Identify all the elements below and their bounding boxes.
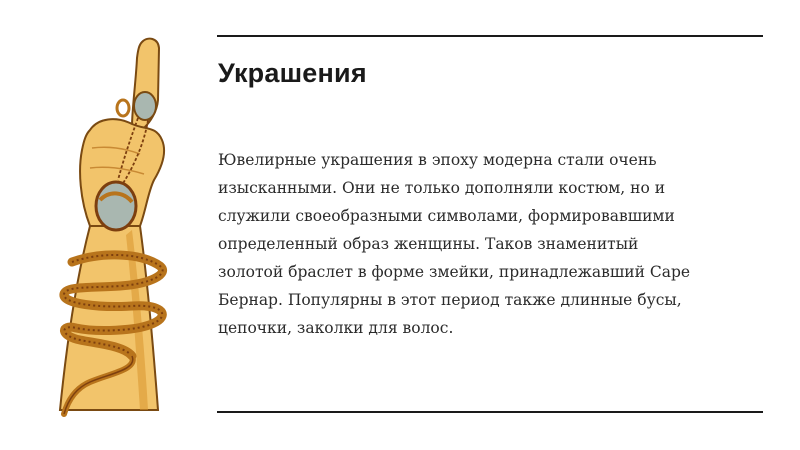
slide-body-text: Ювелирные украшения в эпоху модерна стали очень изысканными. Они не только дополняли костюм, но и служили своеобразными символами, формировавшими определенный образ женщины. Таков знаменитый золотой браслет в форме змейки, принадлежавший Саре Бернар. Популярны в этот период также длинные бусы, цепочки, заколки для волос. <box>218 151 691 337</box>
top-divider <box>217 35 763 37</box>
slide-title: Украшения <box>218 58 367 88</box>
pendant-gem-icon <box>96 182 136 230</box>
hand-with-snake-bracelet-icon <box>20 30 190 420</box>
bottom-divider <box>217 411 763 413</box>
ring-gem-icon <box>134 92 156 120</box>
